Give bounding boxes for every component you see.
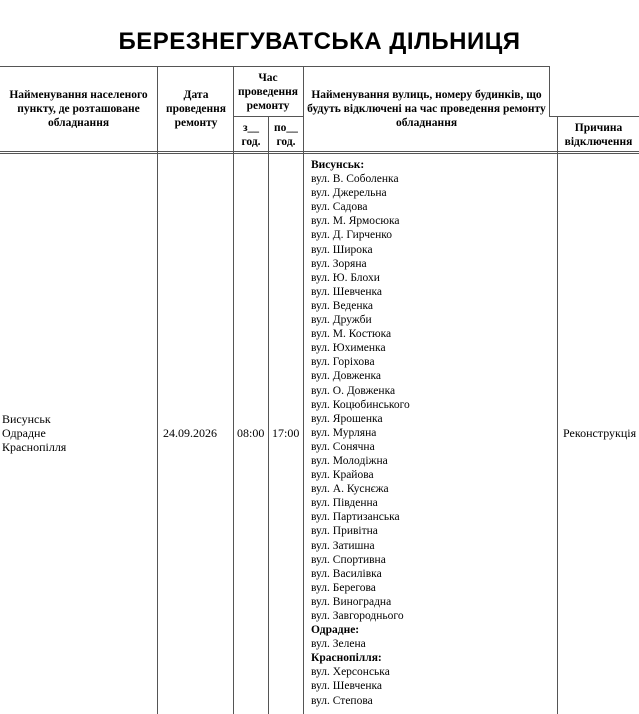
street-item: вул. Затишна [311,539,375,552]
time-from: 08:00 [237,426,265,440]
street-item: вул. Степова [311,694,373,707]
street-item: вул. Шевченка [311,285,383,298]
settlement-item: Висунськ [2,412,51,426]
time-to: 17:00 [272,426,300,440]
street-item: вул. Мурляна [311,426,377,439]
col-divider-3 [268,116,269,714]
street-item: вул. О. Довженка [311,384,396,397]
header-time: Час проведення ремонту [237,72,299,112]
street-item: вул. Молодіжна [311,454,388,467]
settlements-list [2,412,66,454]
street-item: вул. Довженка [311,370,382,383]
street-item: вул. Ю. Блохи [311,271,380,284]
col-divider-2 [233,66,234,714]
repair-date: 24.09.2026 [163,426,217,440]
street-item: вул. Завгороднього [311,610,404,622]
col-divider-4 [303,66,304,714]
street-item: вул. Веденка [311,299,374,312]
header-bottom-border-2 [0,153,639,154]
header-settlement: Найменування населеного пункту, де розташоване обладнання [9,89,148,129]
street-item: вул. М. Ярмосюка [311,215,400,228]
street-item: вул. Берегова [311,581,376,594]
col-divider-1 [157,66,158,714]
settlement-item: Одрадне [2,426,46,440]
header-bottom-border [0,151,639,152]
street-item: вул. Д. Гирченко [311,229,392,242]
street-item: вул. Південна [311,497,378,510]
street-item: вул. Партизанська [311,511,400,524]
header-reason: Причина відключення [564,122,633,148]
street-item: вул. М. Костюка [311,328,392,341]
street-group-title: Краснопілля: [311,652,382,665]
col-divider-5 [549,66,550,116]
street-item: вул. А. Куснєжа [311,483,389,496]
page-title: БЕРЕЗНЕГУВАТСЬКА ДІЛЬНИЦЯ [118,28,521,55]
street-group-title: Одрадне: [311,624,360,637]
street-item: вул. Джерельна [311,187,387,200]
settlement-item: Краснопілля [2,440,67,454]
street-item: вул. Юхименка [311,342,386,355]
street-item: вул. В. Соболенка [311,173,399,186]
reason-header-top [549,116,639,117]
street-item: вул. Садова [311,201,368,214]
header-time-to: по__ год. [274,122,298,148]
street-item: вул. Горіхова [311,356,375,369]
street-item: вул. Привітна [311,525,378,538]
street-item: вул. Зелена [311,638,366,651]
street-item: вул. Василівка [311,567,382,580]
header-streets: Найменування вулиць, номеру будинків, що будуть відключені на час проведення ремонту обладнання [307,89,546,129]
street-item: вул. Шевченка [311,680,383,693]
street-group-title: Висунськ: [311,159,365,171]
street-item: вул. Херсонська [311,666,390,679]
street-item: вул. Ярошенка [311,412,383,425]
col-divider-6 [557,116,558,714]
streets-list [311,158,410,708]
street-item: вул. Виноградна [311,595,392,608]
street-item: вул. Крайова [311,469,374,482]
table-top-border [0,66,549,67]
header-date: Дата проведення ремонту [165,89,227,129]
street-item: вул. Сонячна [311,440,375,453]
disconnect-reason: Реконструкція [563,426,637,440]
street-item: вул. Коцюбинського [311,398,410,411]
street-item: вул. Широка [311,243,373,256]
street-item: вул. Зоряна [311,257,367,270]
street-item: вул. Спортивна [311,553,386,566]
header-time-from: з__ год. [241,122,261,148]
street-item: вул. Дружби [311,314,372,327]
